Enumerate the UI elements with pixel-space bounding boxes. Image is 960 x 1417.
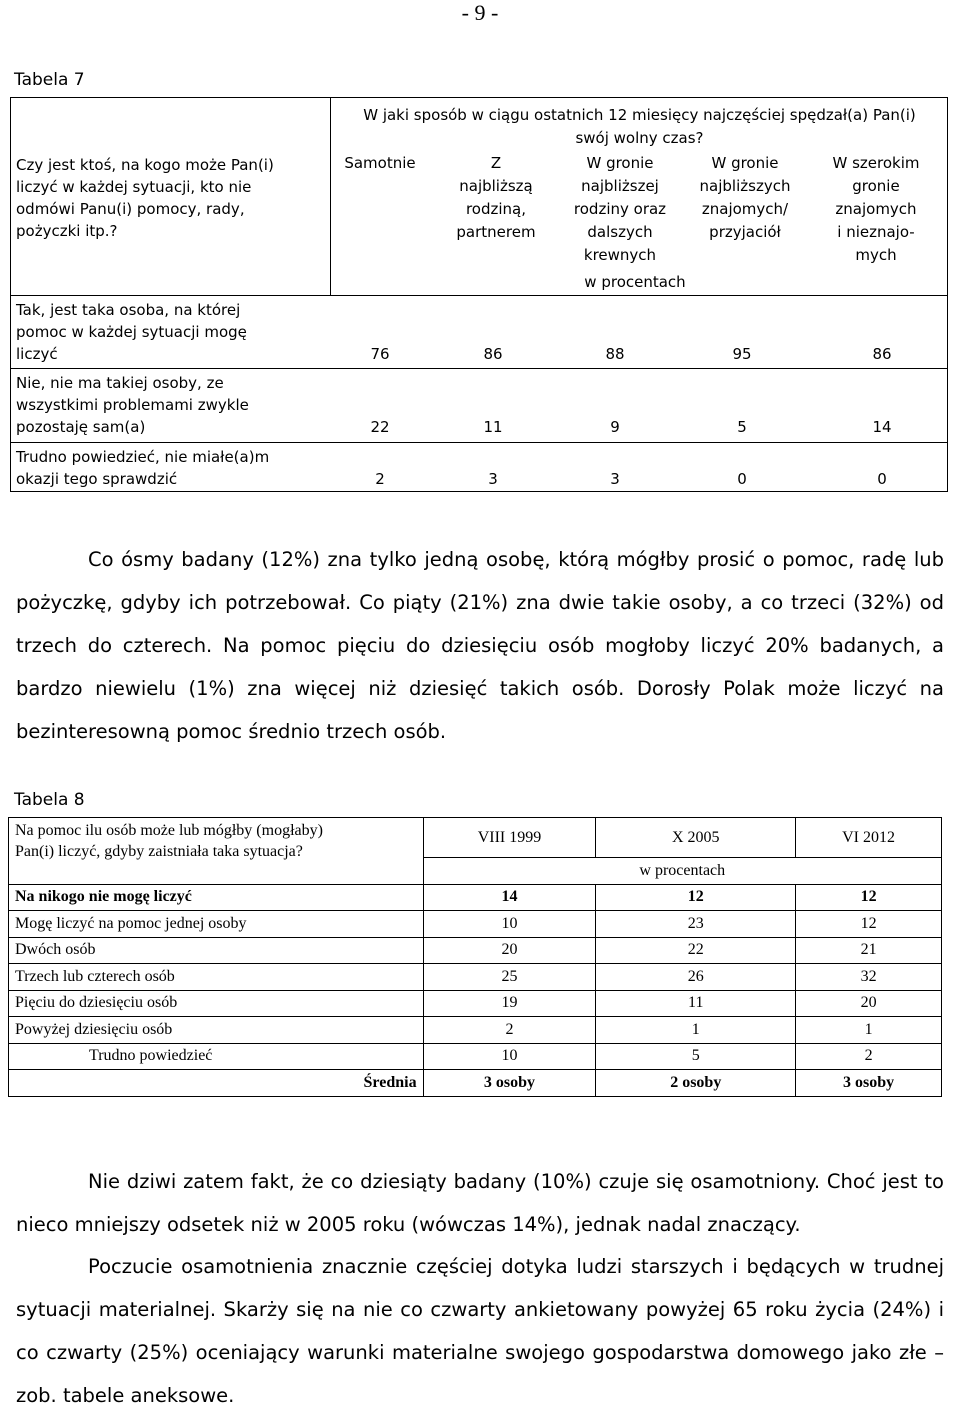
table-row bbox=[9, 1043, 942, 1070]
table8-cell: 23 bbox=[596, 911, 796, 938]
table8-cell: 1 bbox=[796, 1017, 942, 1044]
table8-cell: 12 bbox=[796, 884, 942, 911]
table7-col-header: W szerokim gronie znajomych i nieznajo- mych bbox=[832, 154, 920, 264]
table8-cell: 20 bbox=[423, 937, 596, 964]
table8-cell: 10 bbox=[423, 911, 596, 938]
table8-col-header: VIII 1999 bbox=[423, 818, 596, 858]
table-row bbox=[9, 964, 942, 991]
table7-header-question: W jaki sposób w ciągu ostatnich 12 miesięcy najczęściej spędzał(a) Pan(i) swój wolny czas? bbox=[363, 106, 916, 147]
table7-cell: 76 bbox=[370, 345, 390, 363]
table8-cell: 2 osoby bbox=[596, 1070, 796, 1097]
table8-row-label: Mogę liczyć na pomoc jednej osoby bbox=[9, 911, 424, 938]
paragraph: Nie dziwi zatem fakt, że co dziesiąty badany (10%) czuje się osamotniony. Choć jest to nieco mniejszy odsetek niż w 2005 roku (wówczas 14%), jednak nadal znaczący. bbox=[16, 1170, 944, 1236]
table8-question: Na pomoc ilu osób może lub mógłby (mogłaby) Pan(i) liczyć, gdyby zaistniała taka sytuacja? bbox=[9, 818, 424, 885]
table8-cell: 12 bbox=[796, 911, 942, 938]
table7-cell: 0 bbox=[737, 470, 747, 488]
table7-unit: w procentach bbox=[584, 273, 686, 291]
table8-unit: w procentach bbox=[423, 858, 941, 885]
table8-cell: 14 bbox=[423, 884, 596, 911]
table-row bbox=[9, 911, 942, 938]
table7-cell: 3 bbox=[610, 470, 620, 488]
table7-col-header: Samotnie bbox=[344, 154, 416, 172]
table8-cell: 32 bbox=[796, 964, 942, 991]
table7-cell: 88 bbox=[605, 345, 625, 363]
table7-question: Czy jest ktoś, na kogo może Pan(i) liczyć w każdej sytuacji, kto nie odmówi Panu(i) pomocy, rady, pożyczki itp.? bbox=[16, 156, 274, 240]
table-row bbox=[9, 1070, 942, 1097]
table7-cell: 86 bbox=[872, 345, 892, 363]
table8-row-label: Trzech lub czterech osób bbox=[9, 964, 424, 991]
table-row bbox=[9, 1017, 942, 1044]
table7-col-header: W gronie najbliższej rodziny oraz dalszych krewnych bbox=[573, 154, 667, 264]
table8-row-label: Dwóch osób bbox=[9, 937, 424, 964]
table7-row-label: Nie, nie ma takiej osoby, ze wszystkimi problemami zwykle pozostaję sam(a) bbox=[16, 374, 249, 436]
table8-caption: Tabela 8 bbox=[14, 790, 85, 810]
table8-row-label: Pięciu do dziesięciu osób bbox=[9, 990, 424, 1017]
table8-cell: 25 bbox=[423, 964, 596, 991]
table7-col-header: Z najbliższą rodziną, partnerem bbox=[456, 154, 536, 241]
table8-col-header: VI 2012 bbox=[796, 818, 942, 858]
table8-cell: 3 osoby bbox=[423, 1070, 596, 1097]
page-number: - 9 - bbox=[461, 0, 499, 25]
table7-cell: 95 bbox=[732, 345, 752, 363]
table8-cell: 20 bbox=[796, 990, 942, 1017]
table7-cell: 9 bbox=[610, 418, 620, 436]
table7-cell: 14 bbox=[872, 418, 892, 436]
table7-cell: 5 bbox=[737, 418, 747, 436]
table8-cell: 2 bbox=[796, 1043, 942, 1070]
paragraph: Poczucie osamotnienia znacznie częściej dotyka ludzi starszych i będących w trudnej sytuacji materialnej. Skarży się na nie co czwarty ankietowany powyżej 65 roku życia (24%) i co czwarty (25%) oceniający warunki materialne swojego gospodarstwa domowego jako złe – zob. tabele aneksowe. bbox=[16, 1255, 944, 1407]
table7-cell: 2 bbox=[375, 470, 385, 488]
table7-row-rule bbox=[10, 368, 948, 369]
table7-cell: 11 bbox=[483, 418, 503, 436]
table8-cell: 22 bbox=[596, 937, 796, 964]
table8-row-label: Na nikogo nie mogę liczyć bbox=[9, 884, 424, 911]
table8-cell: 12 bbox=[596, 884, 796, 911]
table-row bbox=[9, 884, 942, 911]
table7-row-rule bbox=[10, 442, 948, 443]
table8-row-label: Trudno powiedzieć bbox=[9, 1043, 424, 1070]
table8 bbox=[8, 817, 942, 1097]
table7-header-rule bbox=[10, 295, 948, 296]
table8-cell: 19 bbox=[423, 990, 596, 1017]
table8-col-header: X 2005 bbox=[596, 818, 796, 858]
table8-cell: 1 bbox=[596, 1017, 796, 1044]
table7-row-label: Trudno powiedzieć, nie miałe(a)m okazji tego sprawdzić bbox=[16, 448, 270, 488]
table8-row-label: Powyżej dziesięciu osób bbox=[9, 1017, 424, 1044]
table7-cell: 0 bbox=[877, 470, 887, 488]
table-row bbox=[9, 937, 942, 964]
table8-header-row bbox=[9, 818, 942, 858]
table8-cell: 2 bbox=[423, 1017, 596, 1044]
table7-cell: 3 bbox=[488, 470, 498, 488]
table8-cell: 10 bbox=[423, 1043, 596, 1070]
table8-cell: 3 osoby bbox=[796, 1070, 942, 1097]
table8-cell: 21 bbox=[796, 937, 942, 964]
table8-row-label: Średnia bbox=[9, 1070, 424, 1097]
table7-row-label: Tak, jest taka osoba, na której pomoc w każdej sytuacji mogę liczyć bbox=[16, 301, 247, 363]
table8-cell: 26 bbox=[596, 964, 796, 991]
table7-cell: 22 bbox=[370, 418, 390, 436]
table-row bbox=[9, 990, 942, 1017]
table7-caption: Tabela 7 bbox=[14, 70, 85, 90]
table7-col-header: W gronie najbliższych znajomych/ przyjaciół bbox=[699, 154, 791, 241]
table7-cell: 86 bbox=[483, 345, 503, 363]
paragraph: Co ósmy badany (12%) zna tylko jedną osobę, którą mógłby prosić o pomoc, radę lub pożyczkę, gdyby ich potrzebował. Co piąty (21%) zna dwie takie osoby, a co trzeci (32%) od trzech do czterech. Na pomoc pięciu do dziesięciu osób mogłoby liczyć 20% badanych, a bardzo niewielu (1%) zna więcej niż dziesięć takich osób. Dorosły Polak może liczyć na bezinteresowną pomoc średnio trzech osób. bbox=[16, 548, 944, 743]
table8-cell: 5 bbox=[596, 1043, 796, 1070]
table8-cell: 11 bbox=[596, 990, 796, 1017]
